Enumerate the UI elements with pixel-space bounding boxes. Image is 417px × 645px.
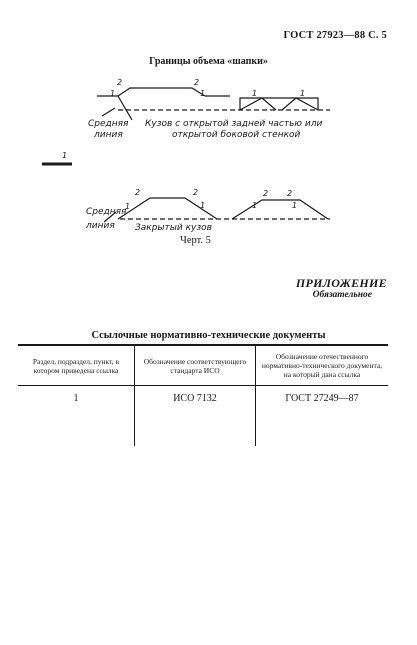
- page-header: ГОСТ 27923—88 С. 5: [283, 30, 387, 41]
- mark: 1: [200, 201, 206, 210]
- table-spacer-row: [18, 421, 388, 446]
- body-type-label: Закрытый кузов: [135, 223, 212, 233]
- middle-line-label: Средняя: [88, 119, 129, 129]
- middle-line-label: линия: [94, 130, 123, 140]
- mark: 1: [200, 89, 206, 98]
- cap-outline: [282, 98, 318, 110]
- mark: 1: [125, 202, 131, 211]
- mark: 2: [194, 78, 200, 87]
- references-table: [18, 344, 388, 446]
- table-row: [18, 386, 388, 422]
- mark: 1: [110, 89, 116, 98]
- leader-line: [102, 108, 115, 116]
- column-header: Обозначение соответствующего стандарта ИСО: [135, 345, 256, 386]
- mark: 2: [117, 78, 123, 87]
- mark: 2: [287, 189, 293, 198]
- table-cell: ГОСТ 27249—87: [256, 386, 389, 422]
- diagram-line: [118, 96, 132, 120]
- middle-line-label: линия: [86, 221, 115, 231]
- table-header-row: [18, 345, 388, 386]
- middle-line-label: Средняя: [86, 207, 127, 217]
- figure-title: Границы объема «шапки»: [149, 56, 268, 67]
- column-header: Обозначение отечественного нормативно-технического документа, на который дана ссылка: [256, 345, 389, 386]
- mark: 2: [135, 188, 141, 197]
- figure-caption: Черт. 5: [180, 235, 211, 246]
- mark: 2: [263, 189, 269, 198]
- table-cell: 1: [73, 393, 79, 404]
- bottom-diagram: [0, 182, 417, 242]
- table-cell: ИСО 7132: [135, 386, 256, 422]
- mark: 1: [62, 151, 68, 160]
- mark: 2: [193, 188, 199, 197]
- mark: 1: [252, 201, 258, 210]
- cap-outline: [240, 98, 276, 110]
- stray-mark: [0, 148, 120, 172]
- references-title: Ссылочные нормативно-технические документы: [91, 330, 326, 341]
- appendix-title: ПРИЛОЖЕНИЕ: [295, 276, 387, 290]
- mark: 1: [300, 89, 306, 98]
- body-type-label: открытой боковой стенкой: [172, 130, 301, 140]
- body-type-label: Кузов с открытой задней частью или: [145, 119, 323, 129]
- cap-outline: [232, 200, 328, 219]
- column-header: Раздел, подраздел, пункт, в котором приведена ссылка: [18, 345, 135, 386]
- mark: 1: [252, 89, 258, 98]
- cap-outline: [118, 88, 205, 96]
- appendix-subtitle: Обязательное: [312, 290, 372, 300]
- mark: 1: [292, 201, 298, 210]
